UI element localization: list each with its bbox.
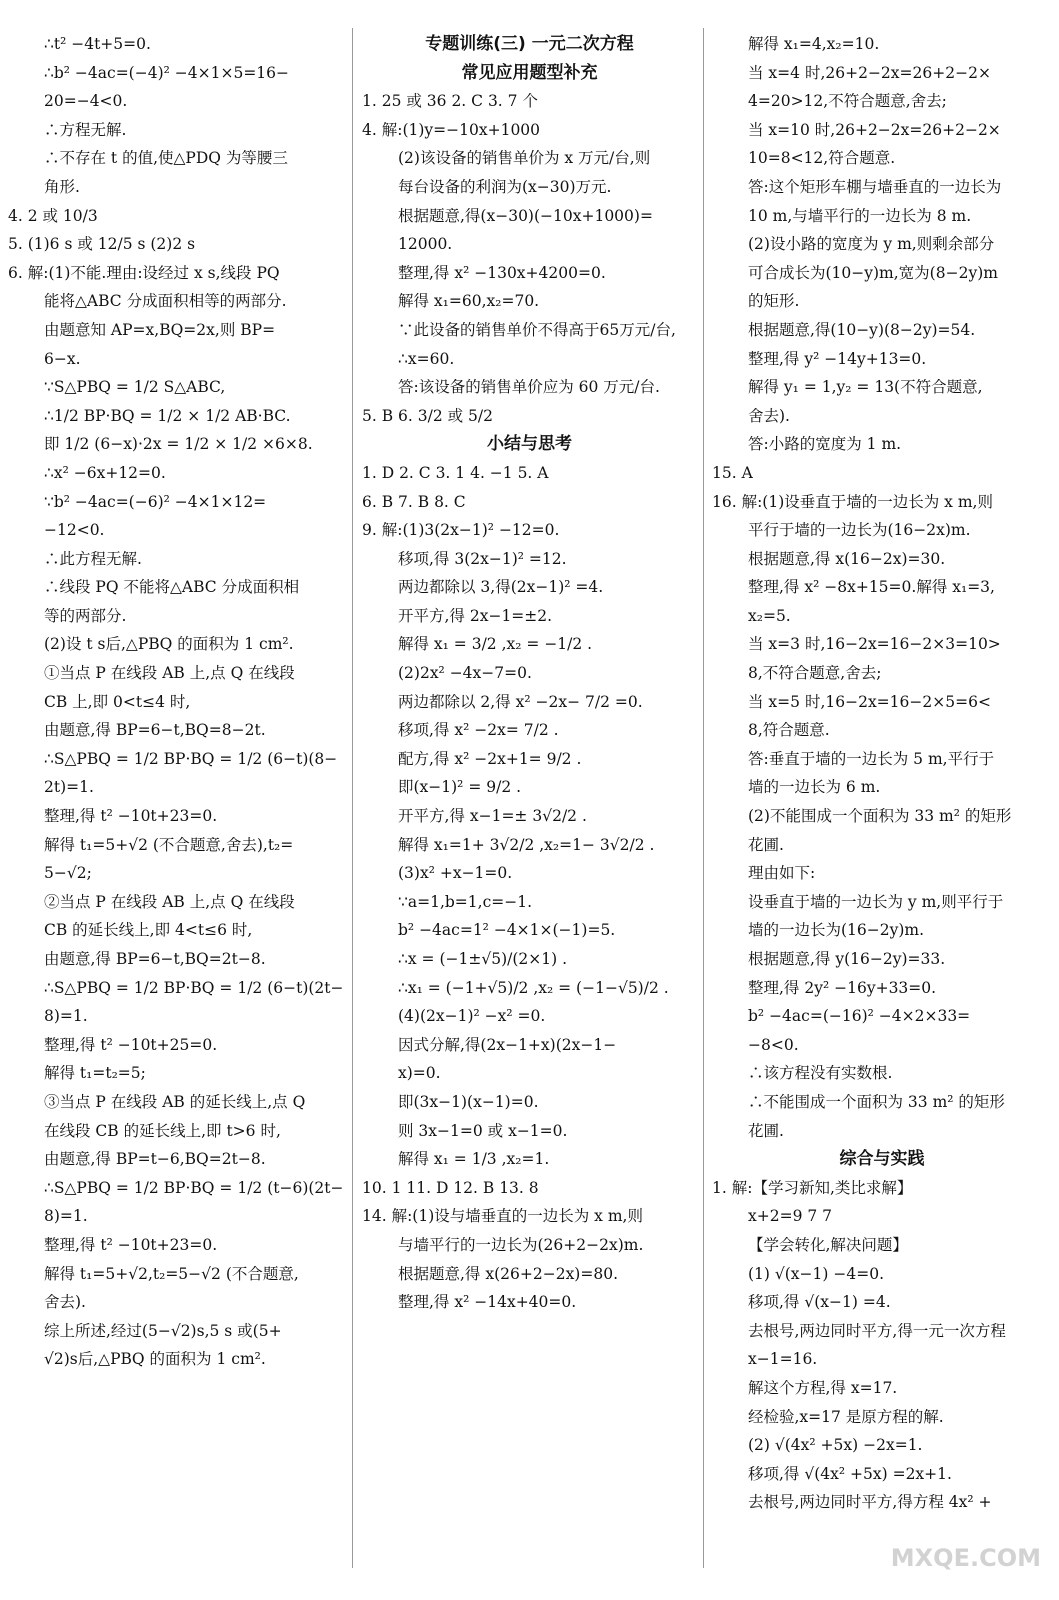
- text-line: x₂=5.: [748, 606, 791, 625]
- section-heading: 综合与实践: [839, 1149, 925, 1170]
- text-line: 8)=1.: [44, 1207, 88, 1226]
- text-line: 由题意,得 BP=t−6,BQ=2t−8.: [44, 1150, 266, 1169]
- text-line: 移项,得 3(2x−1)² =12.: [398, 549, 567, 568]
- text-line: 当 x=5 时,16−2x=16−2×5=6<: [748, 692, 991, 711]
- text-line: 能将△ABC 分成面积相等的两部分.: [44, 292, 287, 311]
- text-line: 两边都除以 2,得 x² −2x− 7/2 =0.: [398, 692, 643, 711]
- text-line: 根据题意,得 y(16−2y)=33.: [748, 950, 946, 968]
- text-line: 去根号,两边同时平方,得一元一次方程: [748, 1321, 1006, 1340]
- text-line: ∴不存在 t 的值,使△PDQ 为等腰三: [44, 149, 288, 168]
- column-divider: [703, 28, 704, 1568]
- text-line: 6. 解:(1)不能.理由:设经过 x s,线段 PQ: [8, 263, 280, 282]
- text-line: 由题意,得 BP=6−t,BQ=2t−8.: [44, 950, 266, 968]
- text-line: 去根号,两边同时平方,得方程 4x² +: [748, 1493, 992, 1512]
- text-line: 由题意,得 BP=6−t,BQ=8−2t.: [44, 721, 266, 740]
- text-line: b² −4ac=1² −4×1×(−1)=5.: [398, 921, 616, 940]
- text-line: ∴该方程没有实数根.: [748, 1064, 893, 1083]
- text-line: (2)设 t s后,△PBQ 的面积为 1 cm².: [44, 635, 294, 654]
- text-line: 当 x=10 时,26+2−2x=26+2−2×: [748, 120, 1001, 139]
- text-line: 4. 解:(1)y=−10x+1000: [362, 120, 541, 139]
- text-line: ①当点 P 在线段 AB 上,点 Q 在线段: [44, 664, 295, 683]
- text-line: 舍去).: [44, 1293, 86, 1312]
- text-line: 1. 解:【学习新知,类比求解】: [712, 1178, 913, 1197]
- text-line: 移项,得 x² −2x= 7/2 .: [398, 721, 559, 740]
- text-line: ∴x = (−1±√5)/(2×1) .: [398, 950, 567, 968]
- text-line: 整理,得 t² −10t+23=0.: [44, 807, 218, 826]
- text-line: ∴x₁ = (−1+√5)/2 ,x₂ = (−1−√5)/2 .: [398, 978, 669, 997]
- text-line: 根据题意,得 x(26+2−2x)=80.: [398, 1264, 618, 1283]
- section-heading: 常见应用题型补充: [461, 62, 598, 83]
- text-line: 墙的一边长为(16−2y)m.: [748, 921, 925, 940]
- text-line: 5. B 6. 3/2 或 5/2: [362, 406, 493, 425]
- text-line: 因式分解,得(2x−1+x)(2x−1−: [398, 1035, 617, 1054]
- text-line: 与墙平行的一边长为(26+2−2x)m.: [398, 1235, 644, 1254]
- column-divider: [352, 28, 353, 1568]
- text-line: 1. 25 或 36 2. C 3. 7 个: [362, 92, 538, 111]
- text-line: 开平方,得 2x−1=±2.: [398, 606, 553, 625]
- text-line: −12<0.: [44, 521, 105, 540]
- text-line: 解这个方程,得 x=17.: [748, 1378, 898, 1397]
- text-line: (2)不能围成一个面积为 33 m² 的矩形: [748, 807, 1012, 826]
- text-line: ∴b² −4ac=(−4)² −4×1×5=16−: [44, 63, 290, 82]
- text-line: ∴x=60.: [398, 349, 455, 368]
- text-line: 整理,得 t² −10t+25=0.: [44, 1035, 218, 1054]
- text-line: 12000.: [398, 235, 453, 254]
- text-line: 【学会转化,解决问题】: [748, 1235, 908, 1254]
- text-line: ②当点 P 在线段 AB 上,点 Q 在线段: [44, 892, 295, 911]
- text-line: 1. D 2. C 3. 1 4. −1 5. A: [362, 463, 549, 482]
- text-line: (2)2x² −4x−7=0.: [398, 664, 532, 683]
- text-line: 整理,得 x² −8x+15=0.解得 x₁=3,: [748, 578, 995, 597]
- text-line: 移项,得 √(4x² +5x) =2x+1.: [748, 1464, 952, 1483]
- text-line: 整理,得 t² −10t+23=0.: [44, 1235, 218, 1254]
- text-line: 两边都除以 3,得(2x−1)² =4.: [398, 578, 604, 597]
- text-line: 整理,得 x² −130x+4200=0.: [398, 263, 606, 282]
- text-line: 答:垂直于墙的一边长为 5 m,平行于: [748, 749, 995, 768]
- text-line: 解得 x₁=1+ 3√2/2 ,x₂=1− 3√2/2 .: [398, 835, 655, 854]
- text-line: 解得 t₁=5+√2,t₂=5−√2 (不合题意,: [44, 1264, 299, 1283]
- text-line: 解得 t₁=t₂=5;: [44, 1064, 146, 1083]
- watermark-logo: MXQE.COM: [890, 1544, 1041, 1572]
- text-line: ∵S△PBQ = 1/2 S△ABC,: [44, 378, 226, 397]
- text-line: 即(3x−1)(x−1)=0.: [398, 1092, 539, 1111]
- text-line: 解得 x₁ = 3/2 ,x₂ = −1/2 .: [398, 635, 593, 654]
- text-line: 根据题意,得(x−30)(−10x+1000)=: [398, 206, 653, 225]
- text-line: x)=0.: [398, 1064, 441, 1083]
- right-column: [712, 30, 1052, 1517]
- text-line: 答:小路的宽度为 1 m.: [748, 435, 902, 454]
- text-line: 理由如下:: [748, 864, 816, 883]
- text-line: 则 3x−1=0 或 x−1=0.: [398, 1121, 568, 1140]
- text-line: 整理,得 y² −14y+13=0.: [748, 349, 927, 368]
- text-line: ∴S△PBQ = 1/2 BP·BQ = 1/2 (6−t)(2t−: [44, 978, 343, 997]
- text-line: 10 m,与墙平行的一边长为 8 m.: [748, 206, 972, 225]
- text-line: ∴S△PBQ = 1/2 BP·BQ = 1/2 (6−t)(8−: [44, 749, 338, 768]
- text-line: 6. B 7. B 8. C: [362, 492, 466, 511]
- text-line: 角形.: [44, 177, 80, 196]
- text-line: 2t)=1.: [44, 778, 94, 797]
- text-line: 5. (1)6 s 或 12/5 s (2)2 s: [8, 235, 196, 254]
- text-line: 解得 t₁=5+√2 (不合题意,舍去),t₂=: [44, 835, 294, 854]
- text-line: 6−x.: [44, 349, 81, 368]
- text-line: 墙的一边长为 6 m.: [748, 778, 881, 797]
- section-heading: 专题训练(三) 一元二次方程: [425, 34, 634, 54]
- text-line: 配方,得 x² −2x+1= 9/2 .: [398, 749, 582, 768]
- text-line: 14. 解:(1)设与墙垂直的一边长为 x m,则: [362, 1207, 643, 1226]
- text-line: 15. A: [712, 463, 753, 482]
- text-line: 答:这个矩形车棚与墙垂直的一边长为: [748, 177, 1002, 196]
- text-line: ∵a=1,b=1,c=−1.: [398, 892, 533, 911]
- text-line: 根据题意,得(10−y)(8−2y)=54.: [748, 320, 976, 339]
- text-line: 在线段 CB 的延长线上,即 t>6 时,: [44, 1121, 281, 1140]
- text-line: (2) √(4x² +5x) −2x=1.: [748, 1436, 923, 1455]
- text-line: 8)=1.: [44, 1007, 88, 1026]
- text-line: (1) √(x−1) −4=0.: [748, 1264, 884, 1283]
- text-line: 的矩形.: [748, 292, 800, 311]
- text-line: 经检验,x=17 是原方程的解.: [748, 1407, 944, 1426]
- text-line: ∴t² −4t+5=0.: [44, 35, 151, 53]
- text-line: 4. 2 或 10/3: [8, 206, 98, 225]
- section-heading: 小结与思考: [487, 434, 572, 455]
- text-line: 可合成长为(10−y)m,宽为(8−2y)m: [748, 263, 998, 282]
- text-line: ∴1/2 BP·BQ = 1/2 × 1/2 AB·BC.: [44, 406, 291, 425]
- text-line: 9. 解:(1)3(2x−1)² −12=0.: [362, 521, 560, 540]
- text-line: 整理,得 x² −14x+40=0.: [398, 1293, 577, 1312]
- text-line: ∴方程无解.: [44, 120, 127, 139]
- text-line: ∴此方程无解.: [44, 549, 142, 568]
- text-line: 平行于墙的一边长为(16−2x)m.: [748, 521, 971, 540]
- text-line: 设垂直于墙的一边长为 y m,则平行于: [748, 892, 1004, 911]
- text-line: 即(x−1)² = 9/2 .: [398, 778, 522, 797]
- text-line: 即 1/2 (6−x)·2x = 1/2 × 1/2 ×6×8.: [44, 435, 313, 454]
- text-line: ∵b² −4ac=(−6)² −4×1×12=: [44, 492, 267, 511]
- text-line: 等的两部分.: [44, 606, 127, 625]
- text-line: (3)x² +x−1=0.: [398, 864, 513, 883]
- text-line: 移项,得 √(x−1) =4.: [748, 1293, 891, 1312]
- text-line: ∴不能围成一个面积为 33 m² 的矩形: [748, 1092, 1005, 1111]
- text-line: 当 x=3 时,16−2x=16−2×3=10>: [748, 635, 1001, 654]
- text-line: 10. 1 11. D 12. B 13. 8: [362, 1178, 539, 1197]
- text-line: 答:该设备的销售单价应为 60 万元/台.: [398, 378, 660, 397]
- text-line: 舍去).: [748, 406, 790, 425]
- text-line: (2)设小路的宽度为 y m,则剩余部分: [748, 235, 995, 254]
- text-line: 根据题意,得 x(16−2x)=30.: [748, 549, 946, 568]
- left-column: [8, 30, 343, 1374]
- text-line: 解得 y₁ = 1,y₂ = 13(不符合题意,: [748, 378, 983, 397]
- text-line: (2)该设备的销售单价为 x 万元/台,则: [398, 149, 651, 168]
- text-line: b² −4ac=(−16)² −4×2×33=: [748, 1007, 971, 1026]
- text-line: 20=−4<0.: [44, 92, 128, 111]
- text-line: 整理,得 2y² −16y+33=0.: [748, 978, 937, 997]
- text-line: 花圃.: [748, 1121, 784, 1140]
- text-line: ∴x² −6x+12=0.: [44, 463, 166, 482]
- text-line: CB 上,即 0<t≤4 时,: [44, 692, 191, 711]
- text-line: CB 的延长线上,即 4<t≤6 时,: [44, 921, 253, 940]
- text-line: ∴线段 PQ 不能将△ABC 分成面积相: [44, 578, 300, 597]
- text-line: x−1=16.: [748, 1350, 818, 1369]
- text-line: −8<0.: [748, 1035, 799, 1054]
- text-line: ∵此设备的销售单价不得高于65万元/台,: [398, 320, 676, 339]
- text-line: 综上所述,经过(5−√2)s,5 s 或(5+: [44, 1321, 282, 1340]
- text-line: 8,符合题意.: [748, 721, 830, 740]
- middle-column: [362, 30, 697, 1317]
- text-line: 解得 x₁ = 1/3 ,x₂=1.: [398, 1150, 550, 1169]
- text-line: 花圃.: [748, 835, 784, 854]
- text-line: 解得 x₁=4,x₂=10.: [748, 35, 880, 53]
- text-line: 由题意知 AP=x,BQ=2x,则 BP=: [44, 320, 276, 339]
- text-line: 当 x=4 时,26+2−2x=26+2−2×: [748, 63, 991, 82]
- text-line: x+2=9 7 7: [748, 1207, 833, 1226]
- text-line: 10=8<12,符合题意.: [748, 149, 896, 168]
- text-line: 开平方,得 x−1=± 3√2/2 .: [398, 807, 587, 826]
- text-line: 4=20>12,不符合题意,舍去;: [748, 92, 947, 111]
- text-line: 8,不符合题意,舍去;: [748, 664, 882, 683]
- text-line: ∴S△PBQ = 1/2 BP·BQ = 1/2 (t−6)(2t−: [44, 1178, 343, 1197]
- text-line: (4)(2x−1)² −x² =0.: [398, 1007, 546, 1026]
- text-line: 5−√2;: [44, 864, 92, 883]
- text-line: 解得 x₁=60,x₂=70.: [398, 292, 540, 311]
- text-line: ③当点 P 在线段 AB 的延长线上,点 Q: [44, 1092, 306, 1111]
- text-line: 16. 解:(1)设垂直于墙的一边长为 x m,则: [712, 492, 993, 511]
- text-line: √2)s后,△PBQ 的面积为 1 cm².: [44, 1350, 266, 1369]
- text-line: 每台设备的利润为(x−30)万元.: [398, 177, 612, 196]
